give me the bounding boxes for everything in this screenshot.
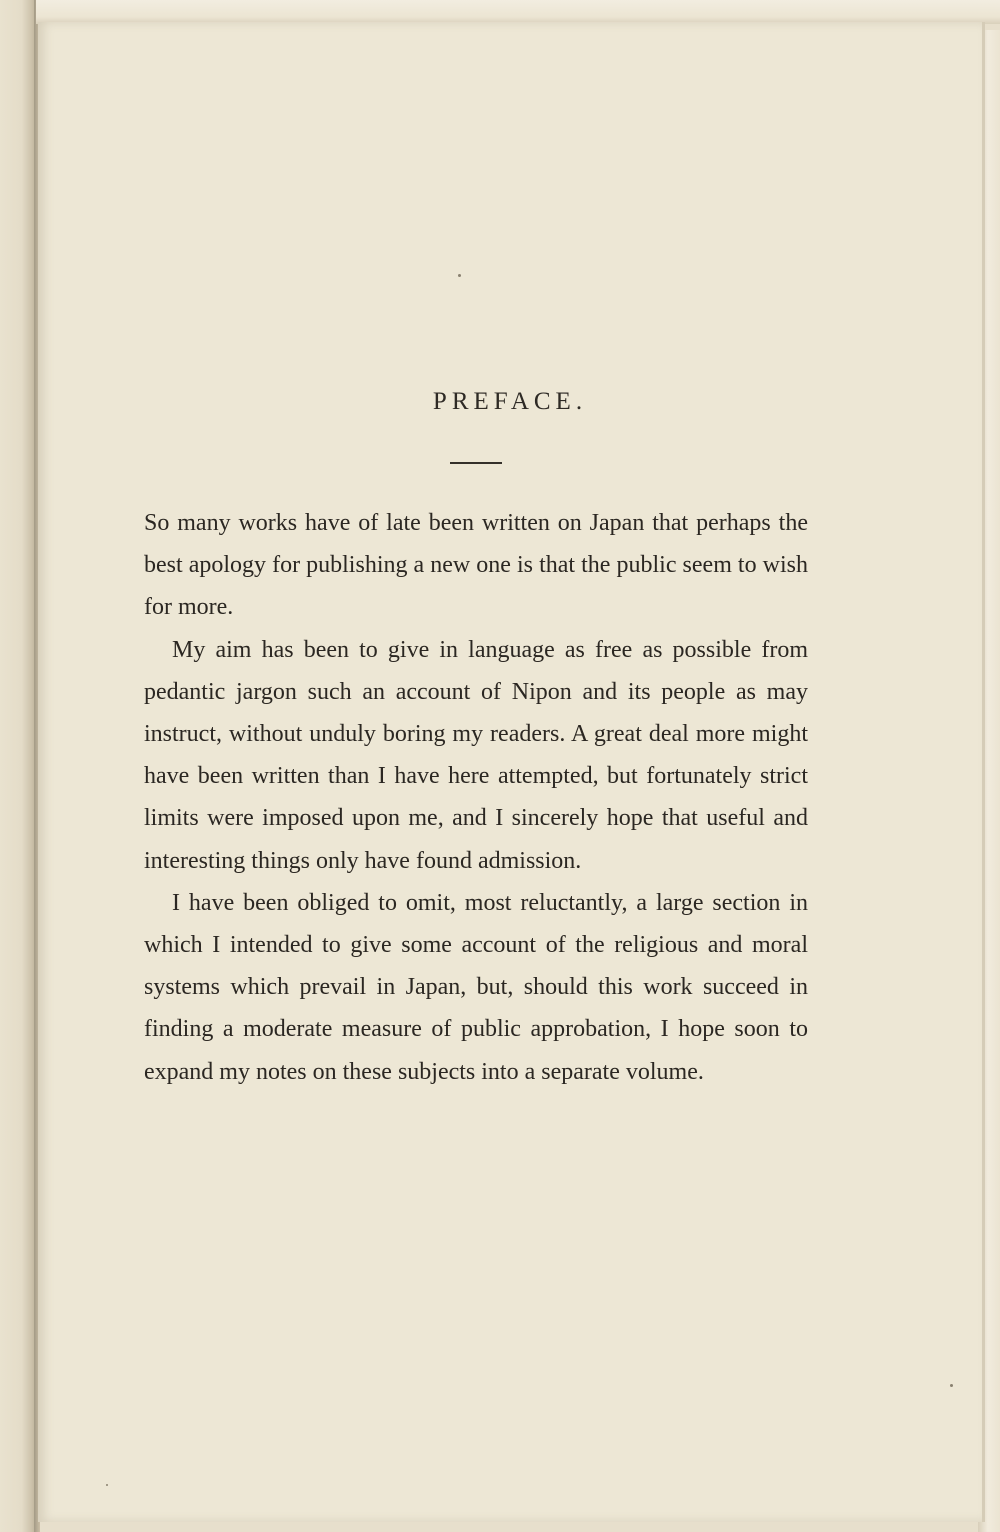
- paragraph-1: So many works have of late been written on Japan that perhaps the best apology for publishing a new one is that the public seem to wish for more.: [144, 510, 808, 621]
- paragraph-3: I have been obliged to omit, most reluctantly, a large section in which I intended to give some account of the religious and moral systems which prevail in Japan, but, should this work succeed in finding a moderate measure of public approbation, I hope soon to expand my notes on these subjects into a separate volume.: [144, 889, 808, 1085]
- paper-speck: [950, 1384, 953, 1387]
- paper-speck: [106, 1484, 108, 1486]
- page-top-edge: [36, 0, 1000, 24]
- preface-page: [38, 22, 985, 1522]
- heading-rule: [450, 462, 502, 464]
- facing-page-edge: [0, 0, 36, 1532]
- page-heading: PREFACE.: [432, 388, 588, 415]
- paragraph-2: My aim has been to give in language as free as possible from pedantic jargon such an account of Nipon and its people as may instruct, without unduly boring my readers. A great deal more might have been written than I have here attempted, but fortunately strict limits were imposed upon me, and I sincerely hope that useful and interesting things only have found admission.: [144, 636, 808, 874]
- preface-body: [144, 502, 808, 1093]
- paper-speck: [458, 274, 461, 277]
